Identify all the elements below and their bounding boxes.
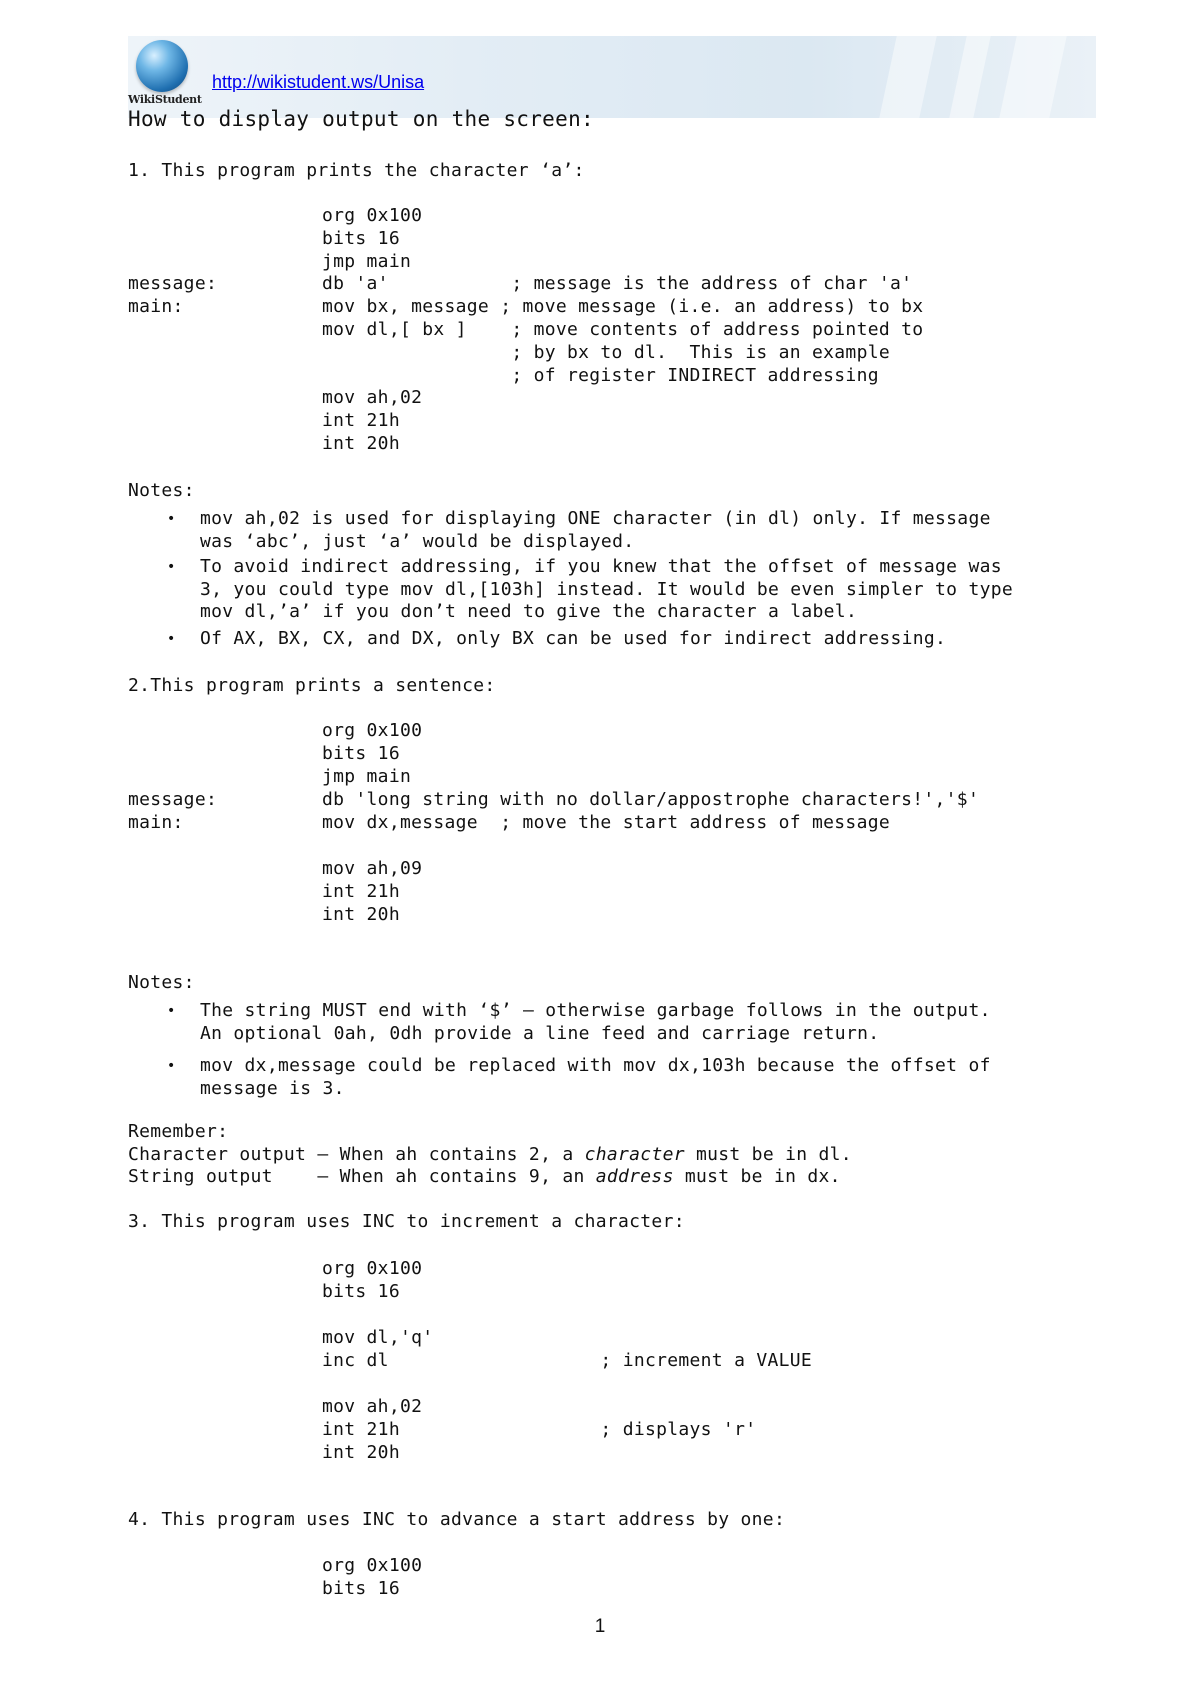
code-line: org 0x100 (322, 1258, 423, 1279)
note-line: Of AX, BX, CX, and DX, only BX can be used for indirect addressing. (200, 628, 947, 649)
code-line: org 0x100 (322, 1555, 423, 1576)
code-line: ; by bx to dl. This is an example (322, 341, 890, 363)
code-line: int 21h (322, 881, 400, 902)
code-label: main: (128, 296, 184, 318)
bullet-icon: • (167, 1058, 176, 1074)
remember-prefix: Character output – When ah contains 2, a (128, 1144, 585, 1165)
logo-text: WikiStudent (128, 93, 202, 106)
code-line: int 20h (322, 433, 400, 454)
section-heading: 3. This program uses INC to increment a character: (128, 1211, 685, 1232)
code-label: main: (128, 812, 184, 833)
note-line: To avoid indirect addressing, if you knew that the offset of message was (200, 556, 1002, 577)
notes-label: Notes: (128, 972, 195, 993)
remember-emphasis: character (584, 1144, 685, 1165)
remember-suffix: must be in dx. (673, 1166, 841, 1187)
bullet-icon: • (167, 1003, 176, 1019)
remember-label: Remember: (128, 1121, 229, 1142)
code-line: jmp main (322, 250, 412, 272)
code-line: db 'long string with no dollar/appostrophe characters!','$' (322, 789, 980, 810)
code-line: mov ah,02 (322, 387, 423, 409)
note-line: was ‘abc’, just ‘a’ would be displayed. (200, 530, 635, 552)
string-output-line (128, 1166, 841, 1188)
code-label: message: (128, 789, 218, 810)
remember-emphasis: address (595, 1166, 674, 1187)
code-line: org 0x100 (322, 205, 423, 226)
remember-prefix: String output – When ah contains 9, an (128, 1166, 596, 1187)
note-line: message is 3. (200, 1077, 345, 1099)
code-line: int 20h (322, 904, 400, 925)
code-line: inc dl ; increment a VALUE (322, 1350, 813, 1371)
note-line: mov dl,’a’ if you don’t need to give the character a label. (200, 601, 858, 622)
code-line: mov dl,'q' (322, 1327, 434, 1348)
character-output-line (128, 1144, 852, 1166)
section-heading: 4. This program uses INC to advance a start address by one: (128, 1509, 786, 1530)
note-line: mov dx,message could be replaced with mov dx,103h because the offset of (200, 1055, 991, 1076)
code-line: ; of register INDIRECT addressing (322, 364, 879, 386)
code-line: org 0x100 (322, 720, 423, 741)
bullet-icon: • (167, 631, 176, 647)
page-title: How to display output on the screen: (128, 107, 594, 131)
code-line: mov dl,[ bx ] ; move contents of address pointed to (322, 319, 924, 340)
note-line: An optional 0ah, 0dh provide a line feed and carriage return. (200, 1022, 880, 1044)
note-line: mov ah,02 is used for displaying ONE character (in dl) only. If message (200, 508, 991, 529)
code-line: jmp main (322, 766, 412, 787)
page-number: 1 (594, 1616, 606, 1637)
code-line: int 21h ; displays 'r' (322, 1419, 757, 1440)
code-line: bits 16 (322, 227, 400, 249)
code-line: mov ah,02 (322, 1396, 423, 1417)
remember-suffix: must be in dl. (684, 1144, 852, 1165)
code-line: db 'a' ; message is the address of char 'a' (322, 273, 913, 295)
code-line: bits 16 (322, 1578, 400, 1599)
bullet-icon: • (167, 559, 176, 575)
code-line: int 21h (322, 410, 400, 432)
site-link[interactable]: http://wikistudent.ws/Unisa (212, 72, 425, 92)
section-heading: 1. This program prints the character ‘a’: (128, 160, 585, 181)
note-line: 3, you could type mov dl,[103h] instead. It would be even simpler to type (200, 578, 1013, 600)
note-line: The string MUST end with ‘$’ – otherwise garbage follows in the output. (200, 1000, 991, 1021)
code-line: mov ah,09 (322, 858, 423, 879)
notes-label: Notes: (128, 480, 195, 501)
code-line: mov dx,message ; move the start address of message (322, 812, 890, 833)
code-line: bits 16 (322, 1281, 400, 1302)
code-line: int 20h (322, 1442, 400, 1463)
code-line: mov bx, message ; move message (i.e. an address) to bx (322, 296, 924, 318)
code-label: message: (128, 273, 218, 295)
section-heading: 2.This program prints a sentence: (128, 675, 496, 696)
bullet-icon: • (167, 511, 176, 527)
code-line: bits 16 (322, 743, 400, 764)
